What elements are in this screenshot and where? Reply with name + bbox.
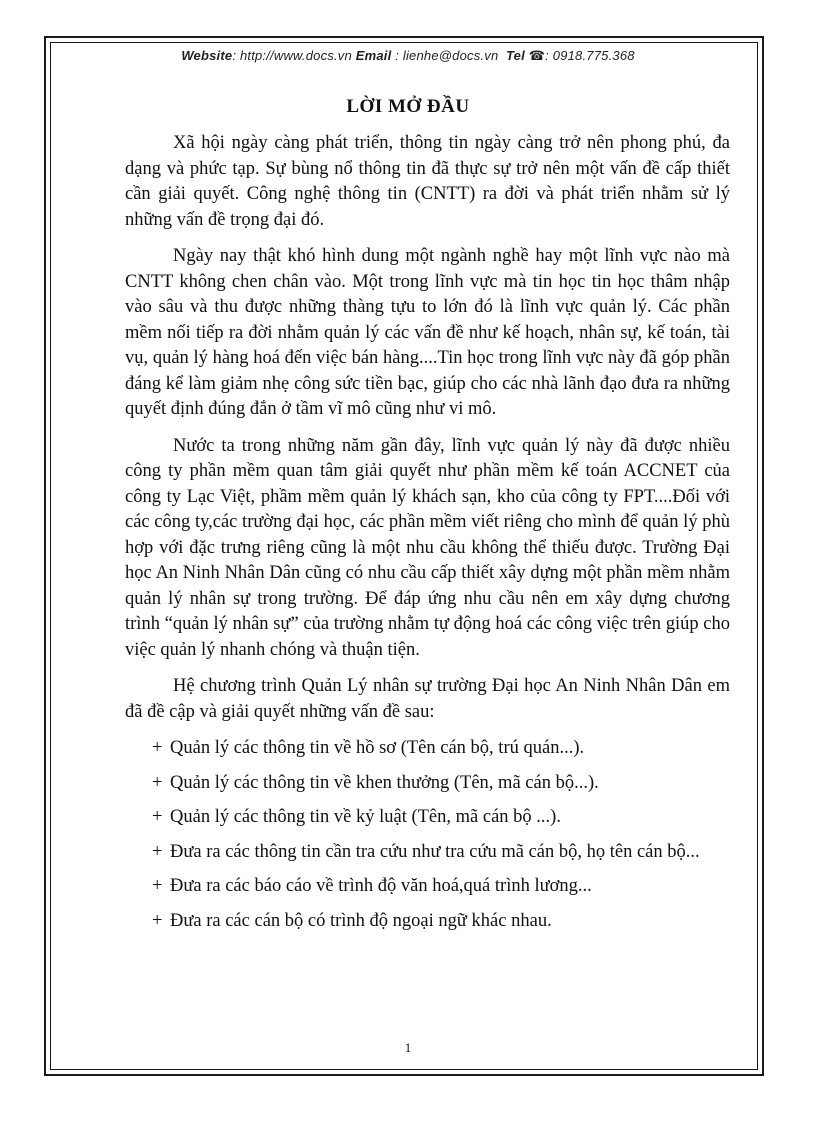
list-item-text: Quản lý các thông tin về khen thưởng (Tên, mã cán bộ...). — [170, 772, 599, 793]
paragraph: Hệ chương trình Quản Lý nhân sự trường Đại học An Ninh Nhân Dân em đã đề cập và giải quyết những vấn đề sau: — [125, 676, 730, 722]
paragraph: Ngày nay thật khó hình dung một ngành nghề hay một lĩnh vực nào mà CNTT không chen chân vào. Một trong lĩnh vực mà tin học tin học thâm nhập vào sâu và thu được những thàng tựu to lớn đó là lĩnh vực quản lý. Các phần mềm nối tiếp ra đời nhằm quản lý các vấn đề như kế hoạch, nhân sự, kế toán, tài vụ, quản lý hàng hoá đến việc bán hàng....Tin học trong lĩnh vực này đã góp phần đáng kể làm giảm nhẹ công sức tiền bạc, giúp cho các nhà lãnh đạo đưa ra những quyết định đúng đắn ở tầm vĩ mô cũng như vi mô. — [125, 246, 730, 419]
list-item — [125, 840, 730, 866]
website-url: http://www.docs.vn — [239, 48, 352, 63]
bullet-marker: + — [152, 738, 163, 758]
email-address: lienhe@docs.vn — [402, 48, 499, 63]
list-item-text: Đưa ra các thông tin cần tra cứu như tra cứu mã cán bộ, họ tên cán bộ... — [170, 841, 700, 862]
email-separator: : — [391, 48, 403, 63]
email-label: Email — [355, 48, 392, 63]
list-item — [125, 736, 730, 762]
list-item-text: Đưa ra các báo cáo về trình độ văn hoá,quá trình lương... — [170, 876, 592, 896]
list-item — [125, 909, 730, 935]
page-number: 1 — [404, 1040, 412, 1055]
tel-separator: : — [545, 48, 553, 63]
bullet-marker: + — [152, 807, 163, 827]
paragraph: Nước ta trong những năm gần đây, lĩnh vực quản lý này đã được nhiều công ty phần mềm quan tâm giải quyết như phần mềm kế toán ACCNET của công ty Lạc Việt, phầm mềm quản lý khách sạn, kho của công ty FPT....Đối với các công ty,các trường đại học, các phần mềm viết riêng cho mình để quản lý phù hợp với đặc trưng riêng cũng là một nhu cầu không thể thiếu được. Trường Đại học An Ninh Nhân Dân cũng có nhu cầu cấp thiết xây dựng một phần mềm nhằm quản lý nhân sự trong trường. Để đáp ứng nhu cầu nên em xây dựng chương trình “quản lý nhân sự” của trường nhằm tự động hoá các công việc trên giúp cho việc quản lý nhanh chóng và thuận tiện. — [125, 435, 730, 660]
bullet-marker: + — [152, 841, 163, 862]
tel-number: 0918.775.368 — [552, 48, 635, 63]
document-title: LỜI MỞ ĐẦU — [346, 96, 470, 117]
paragraph: Xã hội ngày càng phát triển, thông tin ngày càng trở nên phong phú, đa dạng và phức tạp. Sự bùng nổ thông tin đã thực sự trở nên một vấn đề cấp thiết cần giải quyết. Công nghệ thông tin (CNTT) ra đời và phát triển nhằm sử lý những vấn đề trọng đại đó. — [125, 133, 730, 230]
tel-label: Tel — [506, 48, 525, 63]
document-body — [125, 131, 730, 943]
telephone-icon: ☎ — [528, 48, 546, 63]
bullet-marker: + — [152, 772, 163, 793]
list-item — [125, 805, 730, 831]
bullet-marker: + — [152, 876, 163, 896]
list-item — [125, 771, 730, 797]
website-label: Website — [181, 48, 233, 63]
list-item-text: Quản lý các thông tin về hồ sơ (Tên cán bộ, trú quán...). — [170, 738, 585, 758]
list-item — [125, 874, 730, 900]
list-item-text: Đưa ra các cán bộ có trình độ ngoại ngữ khác nhau. — [170, 910, 552, 931]
bullet-marker: + — [152, 910, 163, 931]
website-separator: : — [232, 48, 240, 63]
bullet-list — [125, 736, 730, 934]
list-item-text: Quản lý các thông tin về kỷ luật (Tên, mã cán bộ ...). — [170, 807, 561, 827]
page-header — [0, 48, 816, 64]
